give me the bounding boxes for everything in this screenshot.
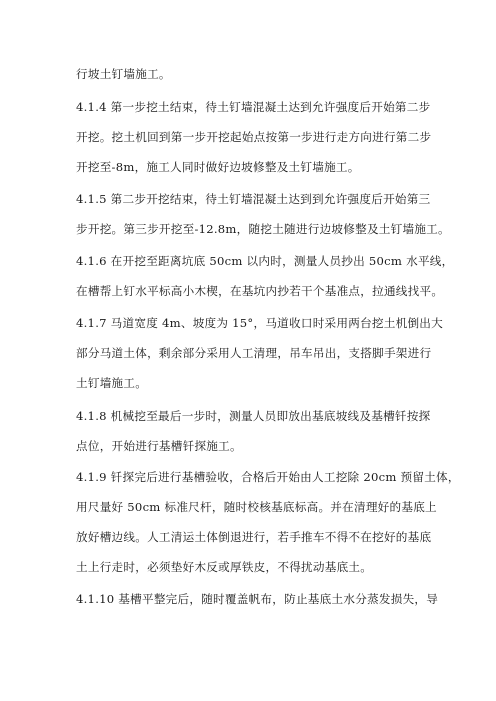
- text-line: 部分马道土体，剩余部分采用人工清理，吊车吊出，支搭脚手架进行: [76, 346, 432, 360]
- text-line: 在槽帮上钉水平标高小木楔，在基坑内抄若干个基准点，拉通线找平。: [76, 284, 444, 298]
- text-line: 开挖。挖土机回到第一步开挖起始点按第一步进行走方向进行第二步: [76, 130, 432, 144]
- text-line: 4.1.7 马道宽度 4m、坡度为 15°，马道收口时采用两台挖土机倒出大: [76, 316, 443, 330]
- text-line: 放好槽边线。人工清运土体倒退进行，若手推车不得不在挖好的基底: [76, 530, 432, 544]
- text-line: 土钉墙施工。: [76, 376, 148, 390]
- text-line: 4.1.6 在开挖至距离坑底 50cm 以内时，测量人员抄出 50cm 水平线，: [76, 254, 454, 268]
- text-line: 4.1.9 钎探完后进行基槽验收，合格后开始由人工挖除 20cm 预留土体，: [76, 470, 460, 484]
- text-line: 土上行走时，必须垫好木反或厚铁皮，不得扰动基底土。: [76, 560, 373, 574]
- text-line: 行坡土钉墙施工。: [76, 67, 171, 81]
- text-line: 点位，开始进行基槽钎探施工。: [76, 439, 242, 453]
- text-line: 用尺量好 50cm 标准尺杆，随时校核基底标高。并在清理好的基底上: [76, 500, 437, 514]
- text-line: 4.1.8 机械挖至最后一步时，测量人员即放出基底坡线及基槽钎按探: [76, 409, 431, 423]
- text-line: 4.1.5 第二步开挖结束，待土钉墙混凝土达到到允许强度后开始第三: [76, 192, 431, 206]
- text-line: 开挖至-8m，施工人同时做好边坡修整及土钉墙施工。: [76, 160, 360, 174]
- text-line: 4.1.10 基槽平整完后，随时覆盖帆布，防止基底土水分蒸发损失，导: [76, 592, 439, 606]
- text-line: 4.1.4 第一步挖土结束，待土钉墙混凝土达到允许强度后开始第二步: [76, 100, 431, 114]
- text-line: 步开挖。第三步开挖至-12.8m，随挖土随进行边坡修整及土钉墙施工。: [76, 222, 450, 236]
